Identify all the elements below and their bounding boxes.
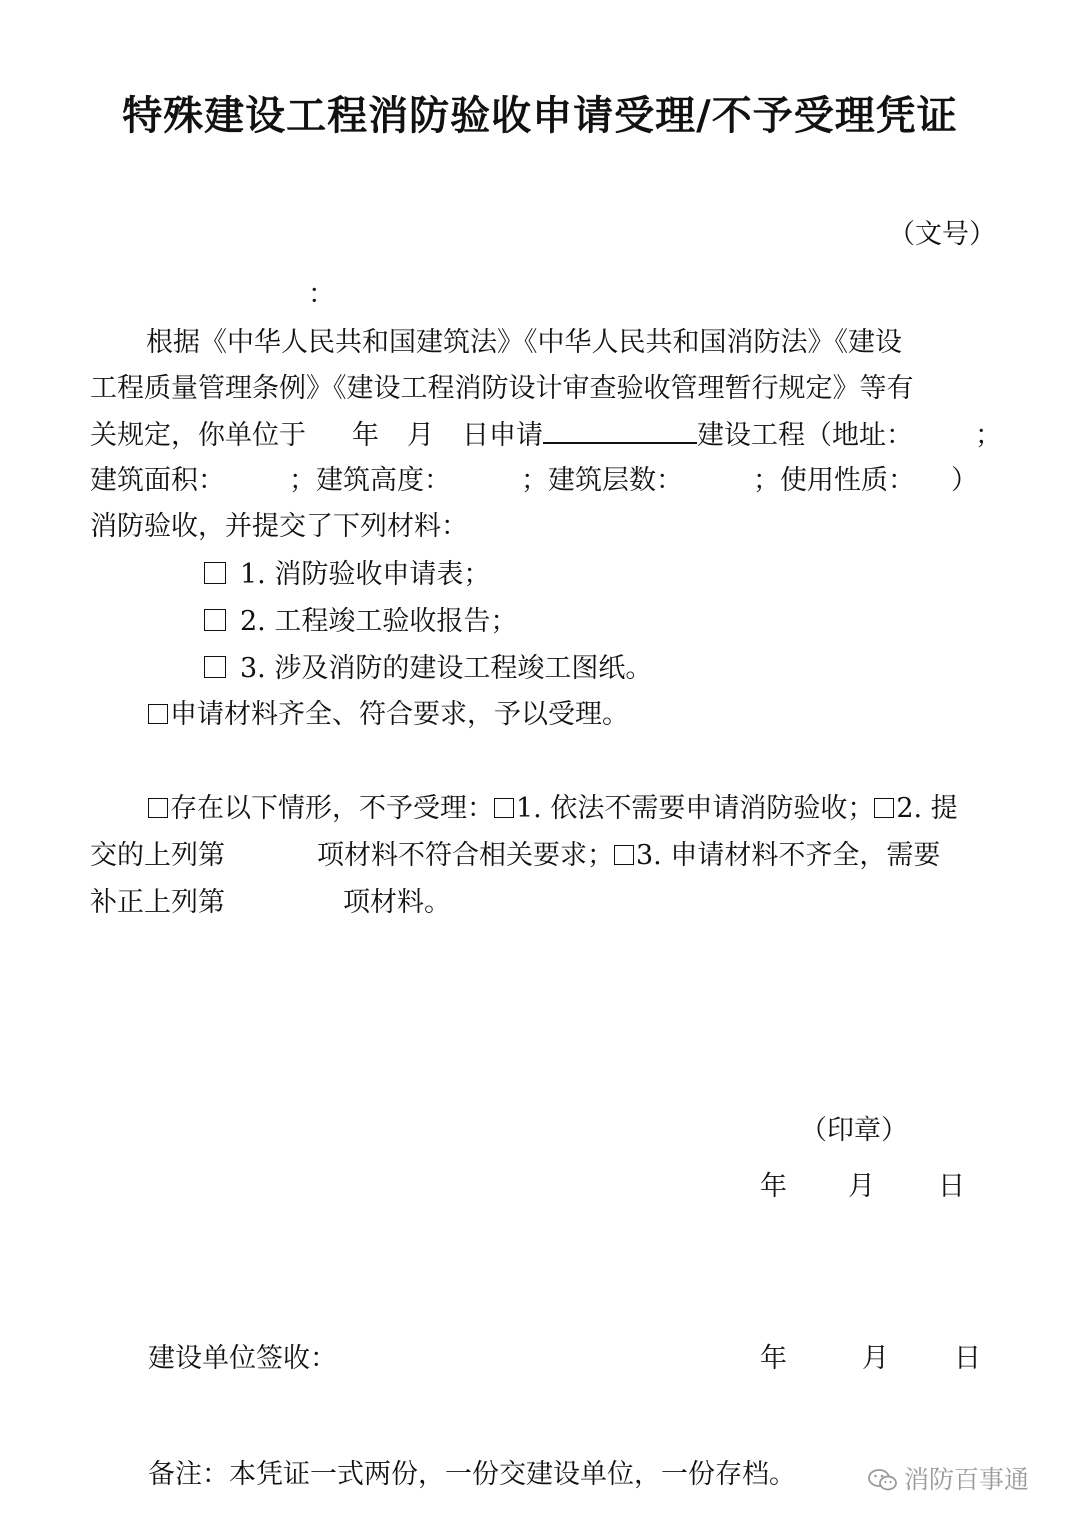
watermark-text: 消防百事通 bbox=[904, 1465, 1030, 1494]
material-1-checkbox[interactable] bbox=[204, 562, 226, 584]
reject-reason-2-checkbox[interactable] bbox=[874, 798, 894, 818]
reject-line2-b: 项材料不符合相关要求； bbox=[317, 840, 614, 871]
para1-line4 bbox=[90, 458, 978, 504]
accept-checkbox[interactable] bbox=[148, 704, 168, 724]
reject-reason-2-start: 2. 提 bbox=[896, 793, 958, 824]
material-3-checkbox[interactable] bbox=[204, 656, 226, 678]
watermark bbox=[868, 1460, 1029, 1496]
reject-intro: 存在以下情形，不予受理： bbox=[170, 793, 494, 824]
area-label: 建筑面积： bbox=[90, 465, 225, 496]
height-label: ；建筑高度： bbox=[289, 465, 451, 496]
para1-line3-f: ； bbox=[975, 420, 1002, 451]
usage-label: ；使用性质： bbox=[753, 465, 915, 496]
apply-month-label: 月 bbox=[407, 420, 434, 451]
sign-label: 建设单位签收： bbox=[148, 1343, 337, 1374]
seal-label: （印章） bbox=[800, 1115, 908, 1146]
reject-reason-1: 1. 依法不需要申请消防验收； bbox=[516, 793, 875, 824]
sign-date-month: 月 bbox=[862, 1343, 889, 1374]
reject-line2 bbox=[90, 833, 940, 879]
reject-line1 bbox=[148, 786, 958, 832]
reject-line3-b: 项材料。 bbox=[343, 887, 451, 918]
material-2-checkbox[interactable] bbox=[204, 609, 226, 631]
reject-checkbox[interactable] bbox=[148, 798, 168, 818]
para1-line2: 工程质量管理条例》《建设工程消防设计审查验收管理暂行规定》等有 bbox=[90, 373, 914, 404]
material-2-label: 2. 工程竣工验收报告； bbox=[240, 606, 518, 637]
reject-line3 bbox=[90, 880, 451, 926]
floors-label: ；建筑层数： bbox=[521, 465, 683, 496]
reject-reason-1-checkbox[interactable] bbox=[494, 798, 514, 818]
reject-line2-c: 3. 申请材料不齐全，需要 bbox=[636, 840, 941, 871]
para1-line3 bbox=[90, 412, 1002, 459]
seal-date-day: 日 bbox=[938, 1171, 965, 1202]
accept-label: 申请材料齐全、符合要求，予以受理。 bbox=[170, 699, 629, 730]
seal-date-year: 年 bbox=[760, 1171, 787, 1202]
para1-line3-e: 建设工程（地址： bbox=[697, 420, 913, 451]
reject-reason-3-checkbox[interactable] bbox=[614, 845, 634, 865]
document-title: 特殊建设工程消防验收申请受理/不予受理凭证 bbox=[122, 92, 958, 139]
material-3-label: 3. 涉及消防的建设工程竣工图纸。 bbox=[240, 653, 653, 684]
material-item bbox=[204, 646, 652, 692]
note-text: 备注：本凭证一式两份，一份交建设单位，一份存档。 bbox=[148, 1459, 796, 1490]
reject-line3-a: 补正上列第 bbox=[90, 887, 225, 918]
sign-date-year: 年 bbox=[760, 1343, 787, 1374]
reject-line2-a: 交的上列第 bbox=[90, 840, 225, 871]
material-item bbox=[204, 599, 517, 645]
para1-line1: 根据《中华人民共和国建筑法》《中华人民共和国消防法》《建设 bbox=[146, 327, 902, 358]
apply-year-label: 年 bbox=[352, 420, 379, 451]
para1-line5: 消防验收，并提交了下列材料： bbox=[90, 511, 468, 542]
sign-date-day: 日 bbox=[954, 1343, 981, 1374]
project-name-blank bbox=[543, 412, 697, 444]
para1-line3-a: 关规定，你单位于 bbox=[90, 420, 306, 451]
wechat-icon bbox=[868, 1468, 898, 1492]
document-number: （文号） bbox=[888, 219, 996, 250]
close-paren: ） bbox=[951, 465, 978, 496]
material-item bbox=[204, 552, 490, 598]
seal-date-month: 月 bbox=[848, 1171, 875, 1202]
addressee-colon: ： bbox=[308, 279, 335, 310]
accept-line bbox=[148, 692, 629, 738]
material-1-label: 1. 消防验收申请表； bbox=[240, 559, 491, 590]
apply-day-label: 日申请 bbox=[462, 420, 543, 451]
